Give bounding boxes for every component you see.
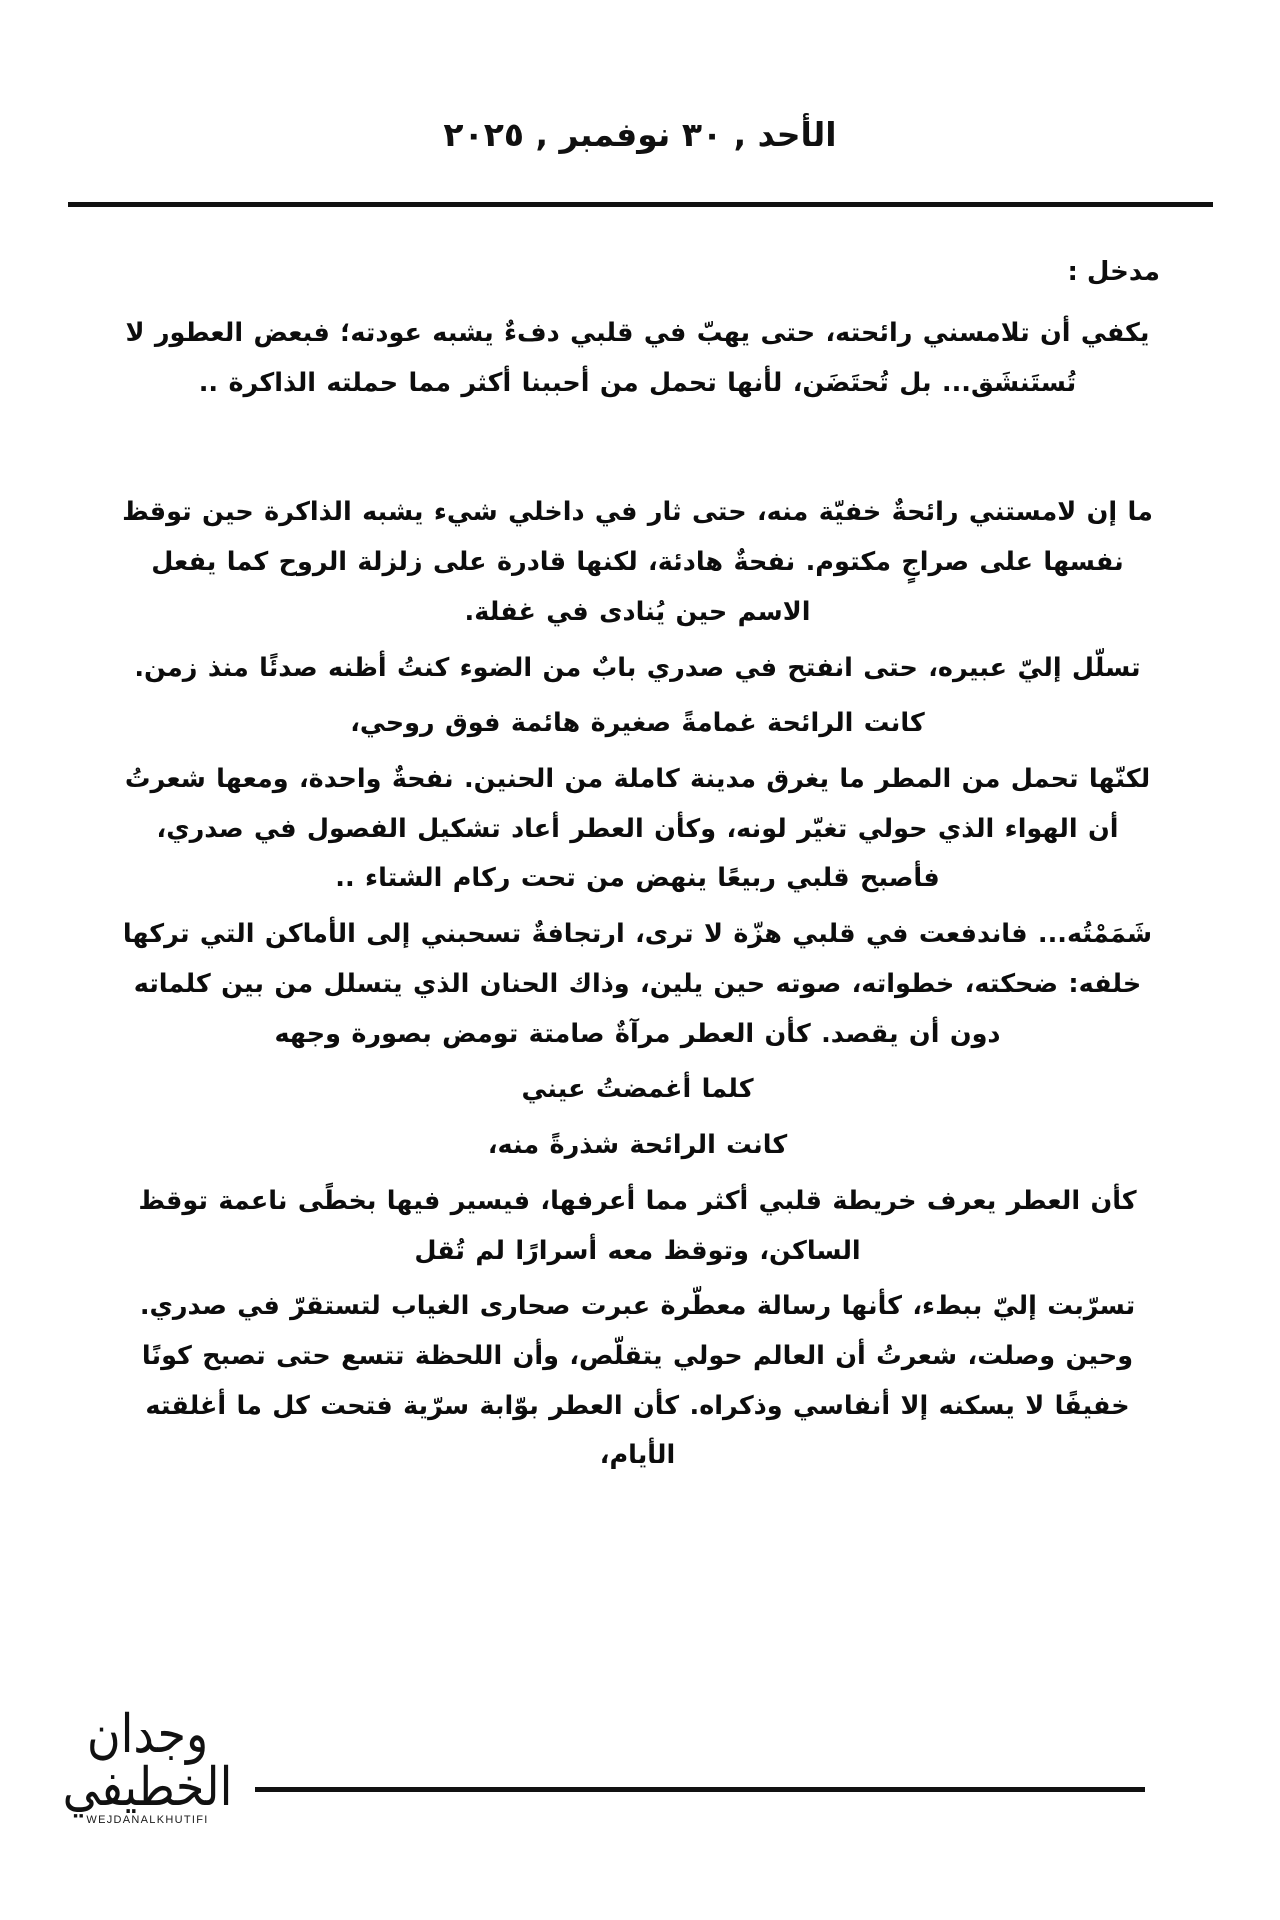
intro-label: مدخل : (1067, 257, 1160, 287)
signature-logo: وجدان الخطيفي (62, 1702, 233, 1818)
footer-divider (255, 1787, 1145, 1792)
intro-paragraph: يكفي أن تلامسني رائحته، حتى يهبّ في قلبي دفءٌ يشبه عودته؛ فبعض العطور لا تُستَنشَق... بل تُحتَضَن، لأنها تحمل من أحببنا أكثر مما حملته الذاكرة .. (125, 318, 1150, 398)
paragraph-7: كانت الرائحة شذرةً منه، (487, 1130, 788, 1161)
paragraph-5: شَمَمْتُه... فاندفعت في قلبي هزّة لا ترى، ارتجافةٌ تسحبني إلى الأماكن التي تركها خلفه: ضحكته، خطواته، صوته حين يلين، وذاك الحنان الذي يتسلل من بين كلماته دون أن يقصد. كأن العطر مرآةٌ صامتة تومض بصورة وجهه (122, 919, 1153, 1049)
document-footer (0, 1702, 1280, 1848)
header-divider (68, 202, 1213, 207)
paragraph-2: تسلّل إليّ عبيره، حتى انفتح في صدري بابٌ من الضوء كنتُ أظنه صدئًا منذ زمن. (134, 652, 1141, 683)
paragraph-4: لكنّها تحمل من المطر ما يغرق مدينة كاملة من الحنين. نفحةٌ واحدة، ومعها شعرتُ أن الهواء الذي حولي تغيّر لونه، وكأن العطر أعاد تشكيل الفصول في صدري، فأصبح قلبي ربيعًا ينهض من تحت ركام الشتاء .. (124, 764, 1151, 894)
document-date: الأحد , ٣٠ نوفمبر , ٢٠٢٥ (443, 115, 837, 154)
paragraph-9: تسرّبت إليّ ببطء، كأنها رسالة معطّرة عبرت صحارى الغياب لتستقرّ في صدري. وحين وصلت، شعرتُ أن العالم حولي يتقلّص، وأن اللحظة تتسع حتى تصبح كونًا خفيفًا لا يسكنه إلا أنفاسي وذكراه. كأن العطر بوّابة سرّية فتحت كل ما أغلقته الأيام، (139, 1291, 1136, 1471)
paragraph-1: ما إن لامستني رائحةٌ خفيّة منه، حتى ثار في داخلي شيء يشبه الذاكرة حين توقظ نفسها على صراجٍ مكتوم. نفحةٌ هادئة، لكنها قادرة على زلزلة الروح كما يفعل الاسم حين يُنادى في غفلة. (122, 497, 1153, 627)
paragraph-3: كانت الرائحة غمامةً صغيرة هائمة فوق روحي، (350, 708, 925, 739)
document-body (0, 257, 1280, 1481)
paragraph-6: كلما أغمضتُ عيني (521, 1074, 754, 1105)
signature-block (55, 1702, 240, 1826)
paragraph-8: كأن العطر يعرف خريطة قلبي أكثر مما أعرفها، فيسير فيها بخطًى ناعمة توقظ الساكن، وتوقظ معه أسرارًا لم تُقل (138, 1185, 1137, 1266)
signature-name: WEJDANALKHUTIFI (86, 1814, 209, 1826)
